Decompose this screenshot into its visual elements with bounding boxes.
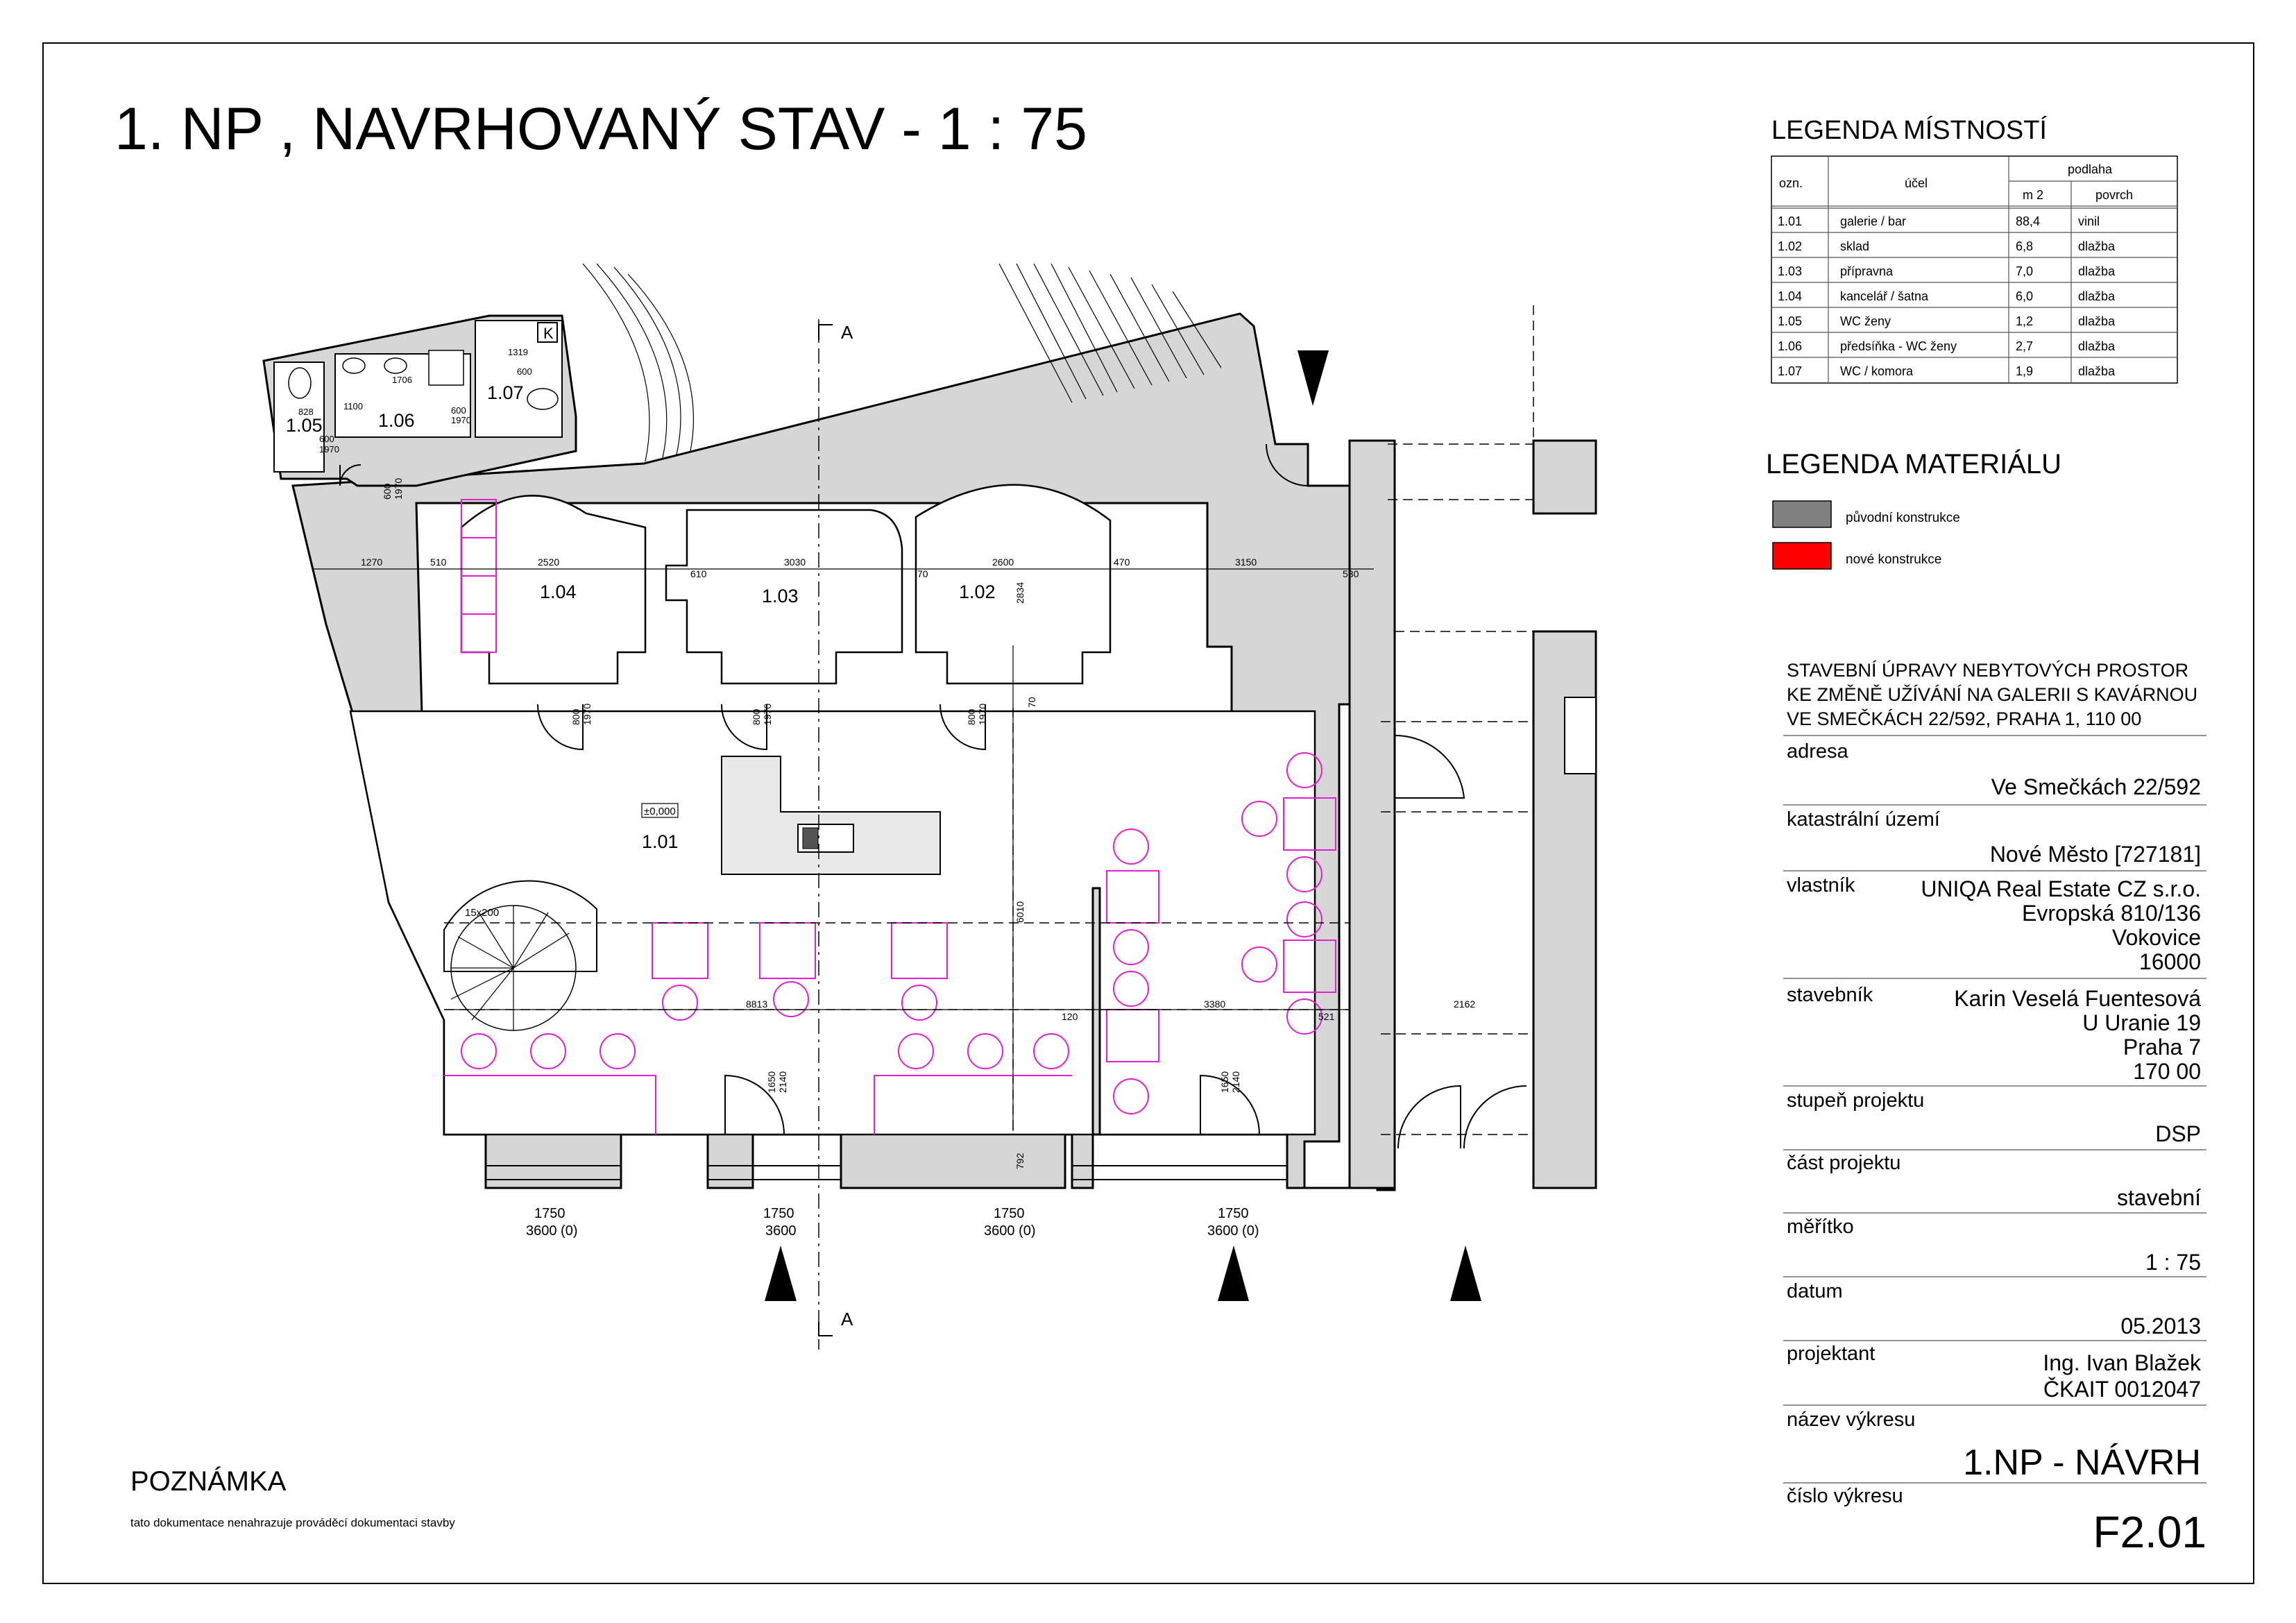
svg-text:521: 521 [1318, 1011, 1335, 1022]
svg-text:1650: 1650 [766, 1071, 777, 1093]
material-swatch-original [1773, 501, 1831, 527]
svg-text:510: 510 [430, 556, 447, 568]
legend-cell: 1.02 [1778, 239, 1803, 253]
adjacent-building-walls [1533, 441, 1596, 1188]
svg-text:1319: 1319 [508, 347, 528, 357]
svg-text:1100: 1100 [343, 401, 363, 411]
legend-cell: dlažba [2078, 239, 2116, 253]
legend-cell: vinil [2078, 214, 2100, 228]
vlastnik-line: Vokovice [2111, 925, 2201, 950]
stavebnik-label: stavebník [1787, 984, 1873, 1006]
svg-text:600: 600 [319, 434, 334, 444]
svg-text:800: 800 [751, 708, 762, 725]
svg-text:800: 800 [570, 708, 581, 725]
svg-text:1970: 1970 [393, 477, 404, 500]
shower-tray [429, 350, 464, 385]
level-mark: ±0,000 [644, 806, 676, 817]
vlastnik-line: UNIQA Real Estate CZ s.r.o. [1921, 876, 2201, 901]
svg-text:70: 70 [1026, 697, 1037, 708]
svg-text:1970: 1970 [762, 703, 773, 725]
legend-cell: dlažba [2078, 289, 2116, 303]
projektant-line: ČKAIT 0012047 [2043, 1377, 2201, 1402]
svg-text:70: 70 [917, 568, 928, 579]
legend-cell: přípravna [1840, 264, 1894, 278]
vlastnik-label: vlastník [1787, 874, 1855, 897]
nazev-value: 1.NP - NÁVRH [1963, 1443, 2201, 1483]
cast-label: část projektu [1787, 1152, 1901, 1174]
svg-text:2600: 2600 [992, 556, 1014, 568]
room-label-1-01: 1.01 [642, 831, 679, 852]
section-mark-top: A [841, 322, 853, 343]
svg-text:600: 600 [382, 483, 393, 500]
bar-sink-basin [803, 828, 818, 849]
legend-cell: dlažba [2078, 264, 2116, 278]
legend-cell: sklad [1840, 239, 1870, 253]
legend-cell: 1.04 [1778, 289, 1803, 303]
katastr-label: katastrální území [1787, 808, 1940, 831]
legend-cell: 6,8 [2016, 239, 2034, 253]
cislo-label: číslo výkresu [1787, 1485, 1903, 1507]
legend-cell: 1,2 [2016, 314, 2034, 328]
room-legend-title: LEGENDA MÍSTNOSTÍ [1771, 116, 2047, 145]
svg-text:3380: 3380 [1204, 999, 1226, 1010]
legend-cell: 1,9 [2016, 364, 2034, 378]
legend-cell: 6,0 [2016, 289, 2034, 303]
project-line-1: STAVEBNÍ ÚPRAVY NEBYTOVÝCH PROSTOR [1787, 660, 2189, 681]
legend-header-m2: m 2 [2023, 188, 2044, 202]
svg-text:610: 610 [690, 568, 707, 579]
room-label-1-03: 1.03 [762, 586, 799, 606]
svg-text:1970: 1970 [977, 703, 988, 725]
legend-cell: 1.07 [1778, 364, 1803, 378]
legend-cell: dlažba [2078, 364, 2116, 378]
svg-text:3600 (0): 3600 (0) [526, 1223, 578, 1239]
adjacent-corridor-walls [1350, 441, 1395, 1188]
entrance-arrow [1218, 1246, 1249, 1301]
title-block [1783, 659, 2206, 1557]
svg-text:1970: 1970 [451, 415, 471, 425]
stupen-value: DSP [2155, 1121, 2201, 1146]
legend-cell: dlažba [2078, 314, 2116, 328]
svg-text:3600 (0): 3600 (0) [984, 1223, 1036, 1239]
svg-text:3150: 3150 [1235, 556, 1257, 568]
svg-text:3600 (0): 3600 (0) [1207, 1223, 1259, 1239]
legend-cell: 1.03 [1778, 264, 1803, 278]
stavebnik-line: 170 00 [2133, 1059, 2201, 1084]
datum-value: 05.2013 [2120, 1314, 2201, 1339]
meritko-value: 1 : 75 [2145, 1250, 2201, 1275]
floor-plan [264, 264, 1596, 1350]
room-label-1-04: 1.04 [540, 581, 577, 602]
project-line-3: VE SMEČKÁCH 22/592, PRAHA 1, 110 00 [1787, 708, 2142, 729]
entrance-arrow-top [1298, 350, 1329, 406]
legend-header-podlaha: podlaha [2068, 162, 2113, 176]
material-label-new: nové konstrukce [1846, 552, 1942, 567]
comora-label: K [543, 325, 554, 342]
meritko-label: měřítko [1787, 1216, 1854, 1238]
stavebnik-line: Karin Veselá Fuentesová [1954, 986, 2201, 1011]
svg-text:1650: 1650 [1219, 1071, 1230, 1093]
legend-cell: kancelář / šatna [1840, 289, 1929, 303]
legend-cell: WC ženy [1840, 314, 1891, 328]
window-size-labels [526, 1206, 1259, 1239]
datum-label: datum [1787, 1280, 1843, 1302]
project-line-2: KE ZMĚNĚ UŽÍVÁNÍ NA GALERII S KAVÁRNOU [1787, 684, 2198, 705]
svg-text:6010: 6010 [1014, 901, 1026, 923]
stair-label: 15x200 [465, 907, 500, 919]
legend-cell: 2,7 [2016, 339, 2034, 353]
section-mark-bottom: A [841, 1309, 853, 1329]
legend-cell: 88,4 [2016, 214, 2041, 228]
projektant-label: projektant [1787, 1343, 1876, 1365]
katastr-value: Nové Město [727181] [1989, 842, 2201, 867]
cislo-value: F2.01 [2093, 1507, 2206, 1557]
legend-cell: 1.01 [1778, 214, 1803, 228]
legend-cell: 7,0 [2016, 264, 2034, 278]
svg-text:792: 792 [1014, 1153, 1026, 1169]
svg-text:2162: 2162 [1454, 999, 1476, 1010]
svg-text:600: 600 [517, 366, 532, 377]
legend-header-ozn: ozn. [1779, 176, 1803, 190]
nazev-label: název výkresu [1787, 1409, 1916, 1431]
svg-text:800: 800 [966, 708, 977, 725]
note-text: tato dokumentace nenahrazuje prováděcí dokumentaci stavby [130, 1516, 455, 1529]
svg-text:1750: 1750 [763, 1206, 794, 1221]
svg-text:470: 470 [1114, 556, 1130, 568]
adjacent-wall-pier [1565, 697, 1596, 774]
svg-text:828: 828 [298, 407, 314, 417]
vlastnik-line: 16000 [2139, 949, 2201, 974]
svg-text:8813: 8813 [746, 999, 768, 1010]
adresa-value: Ve Smečkách 22/592 [1991, 774, 2201, 799]
legend-header-povrch: povrch [2095, 188, 2134, 202]
legend-cell: 1.06 [1778, 339, 1803, 353]
legend-header-ucel: účel [1905, 176, 1928, 190]
legend-cell: 1.05 [1778, 314, 1803, 328]
legend-cell: galerie / bar [1840, 214, 1907, 228]
cast-value: stavební [2117, 1185, 2201, 1210]
entrance-arrow [765, 1246, 797, 1301]
svg-text:2140: 2140 [1230, 1071, 1241, 1093]
drawing-title: 1. NP , NAVRHOVANÝ STAV - 1 : 75 [114, 96, 1087, 162]
svg-text:2140: 2140 [777, 1071, 788, 1093]
entrance-arrow [1450, 1246, 1481, 1301]
stavebnik-line: Praha 7 [2123, 1035, 2201, 1060]
svg-text:1706: 1706 [392, 375, 412, 385]
room-label-1-02: 1.02 [959, 581, 996, 602]
svg-text:2834: 2834 [1014, 581, 1026, 604]
partition-wall [1093, 888, 1100, 1135]
room-label-1-05: 1.05 [286, 415, 323, 436]
material-swatch-new [1773, 543, 1831, 569]
material-legend-title: LEGENDA MATERIÁLU [1766, 449, 2062, 479]
svg-text:2520: 2520 [538, 556, 560, 568]
stavebnik-line: U Uranie 19 [2082, 1010, 2201, 1035]
note-title: POZNÁMKA [130, 1466, 287, 1497]
svg-text:3600: 3600 [765, 1223, 797, 1239]
legend-cell: dlažba [2078, 339, 2116, 353]
vlastnik-line: Evropská 810/136 [2022, 901, 2201, 926]
legend-cell: předsíňka - WC ženy [1840, 339, 1957, 353]
svg-text:1750: 1750 [994, 1206, 1025, 1221]
svg-text:1970: 1970 [319, 444, 339, 454]
svg-text:600: 600 [451, 405, 466, 416]
room-label-1-07: 1.07 [487, 382, 524, 403]
svg-text:1750: 1750 [534, 1206, 566, 1221]
legend-cell: WC / komora [1840, 364, 1914, 378]
projektant-line: Ing. Ivan Blažek [2043, 1350, 2201, 1375]
material-label-original: původní konstrukce [1846, 511, 1960, 525]
svg-text:1970: 1970 [581, 703, 593, 725]
stupen-label: stupeň projektu [1787, 1089, 1925, 1112]
svg-text:530: 530 [1343, 568, 1359, 579]
adresa-label: adresa [1787, 740, 1848, 763]
svg-text:1270: 1270 [361, 556, 383, 568]
svg-text:1750: 1750 [1218, 1206, 1249, 1221]
room-label-1-06: 1.06 [378, 410, 415, 431]
svg-text:3030: 3030 [784, 556, 806, 568]
svg-text:120: 120 [1062, 1011, 1078, 1022]
